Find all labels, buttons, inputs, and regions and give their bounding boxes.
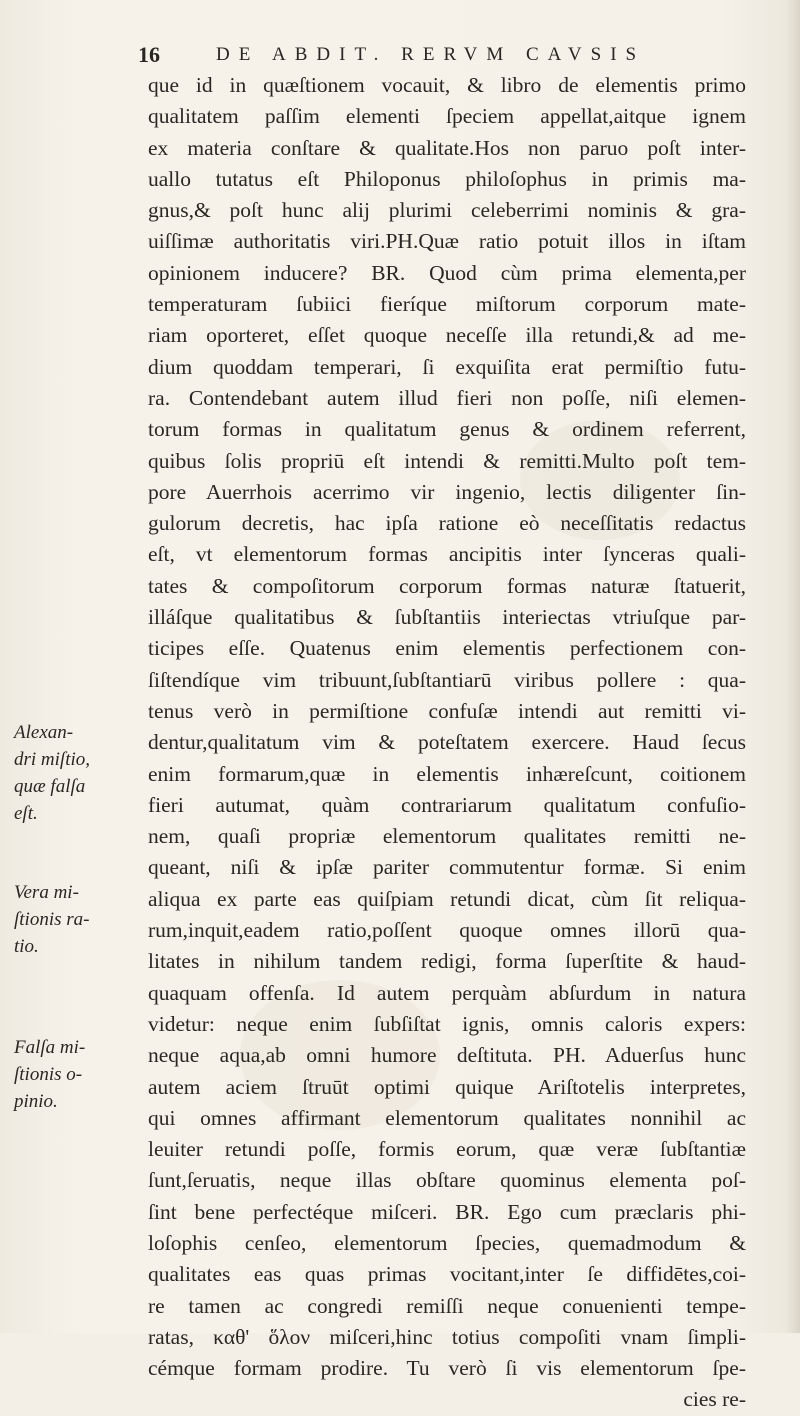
text-line: ratas, καθ' ὅλον miſceri,hinc totius compoſiti vnam ſimpli- <box>148 1324 746 1349</box>
text-line: tates & compoſitorum corporum formas naturæ ſtatuerit, <box>148 573 746 598</box>
text-line: re tamen ac congredi remiſſi neque conuenienti tempe- <box>148 1293 746 1318</box>
text-line: opinionem inducere? BR. Quod cùm prima elementa,per <box>148 260 746 285</box>
text-line: ticipes eſſe. Quatenus enim elementis perfectionem con- <box>148 636 746 661</box>
text-line: gulorum decretis, hac ipſa ratione eò neceſſitatis redactus <box>148 511 746 536</box>
page-spine-shadow <box>786 0 800 1333</box>
running-title: DE ABDIT. RERVM CAVSIS <box>216 44 646 65</box>
marginal-note-line: Falſa mi- <box>14 1037 86 1058</box>
text-line: leuiter retundi poſſe, formis eorum, quæ veræ ſubſtantiæ <box>148 1137 746 1162</box>
text-line: fieri autumat, quàm contrariarum qualitatum confuſio- <box>148 792 746 817</box>
text-line: uallo tutatus eſt Philoponus philoſophus in primis ma- <box>148 166 746 191</box>
text-line: aliqua ex parte eas quiſpiam retundi dicat, cùm ſit reliqua- <box>148 886 746 911</box>
text-line: loſophis cenſeo, elementorum ſpecies, quemadmodum & <box>148 1230 746 1255</box>
text-line: rum,inquit,eadem ratio,poſſent quoque omnes illorū qua- <box>148 918 746 943</box>
text-line: autem aciem ſtruūt optimi quique Ariſtotelis interpretes, <box>148 1074 746 1099</box>
page-number: 16 <box>138 42 160 67</box>
marginal-note-line: Vera mi- <box>14 882 79 903</box>
text-line: ſint bene perfectéque miſceri. BR. Ego cum præclaris phi- <box>148 1199 746 1224</box>
marginal-note-line: Alexan- <box>14 722 74 743</box>
text-line: riam oporteret, eſſet quoque neceſſe illa retundi,& ad me- <box>148 323 746 348</box>
marginal-note-line: ſtionis ra- <box>14 909 90 930</box>
text-line: que id in quæſtionem vocauit, & libro de elementis primo <box>148 73 746 97</box>
text-line: ra. Contendebant autem illud fieri non poſſe, niſi elemen- <box>148 385 746 410</box>
text-line: cies re- <box>683 1387 746 1412</box>
text-line: torum formas in qualitatum genus & ordinem referrent, <box>148 417 746 442</box>
marginal-note-line: pinio. <box>14 1091 58 1112</box>
marginal-note-vera-mistio <box>14 879 146 960</box>
page-header <box>138 42 738 72</box>
marginal-note-line: ſtionis o- <box>14 1064 83 1085</box>
text-line: dium quoddam temperari, ſi exquiſita erat permiſtio futu- <box>148 354 746 379</box>
text-line: qui omnes affirmant elementorum qualitates nonnihil ac <box>148 1105 746 1130</box>
text-line: tenus verò in permiſtione confuſæ intendi aut remitti vi- <box>148 698 746 723</box>
text-line: videtur: neque enim ſubſiſtat ignis, omnis caloris expers: <box>148 1011 746 1036</box>
text-line: enim formarum,quæ in elementis inhæreſcunt, coitionem <box>148 761 746 786</box>
marginal-note-line: dri miſtio, <box>14 749 91 770</box>
marginal-note-falsa-mistio <box>14 1034 146 1115</box>
text-line: ſunt,ſeruatis, neque illas obſtare quominus elementa poſ- <box>148 1168 746 1193</box>
marginal-note-line: tio. <box>14 936 39 957</box>
text-line: qualitatem paſſim elementi ſpeciem appellat,aitque ignem <box>148 104 746 129</box>
text-line: cémque formam prodire. Tu verò ſi vis elementorum ſpe- <box>148 1356 746 1381</box>
text-line: temperaturam ſubiici fieríque miſtorum corporum mate- <box>148 292 746 317</box>
text-line: dentur,qualitatum vim & poteſtatem exercere. Haud ſecus <box>148 730 746 755</box>
text-line: queant, niſi & ipſæ pariter commutentur formæ. Si enim <box>148 855 746 880</box>
marginal-note-line: quæ falſa <box>14 776 86 797</box>
text-line: uiſſimæ authoritatis viri.PH.Quæ ratio potuit illos in iſtam <box>148 229 746 254</box>
text-line: ex materia conſtare & qualitate.Hos non paruo poſt inter- <box>148 135 746 160</box>
text-line: neque aqua,ab omni humore deſtituta. PH. Aduerſus hunc <box>148 1043 746 1068</box>
marginal-note-line: eſt. <box>14 803 38 824</box>
text-line: nem, quaſi propriæ elementorum qualitates remitti ne- <box>148 824 746 849</box>
text-line: gnus,& poſt hunc alij plurimi celeberrimi nominis & gra- <box>148 198 746 223</box>
marginal-note-alexandri <box>14 719 146 827</box>
text-line: quaquam offenſa. Id autem perquàm abſurdum in natura <box>148 980 746 1005</box>
text-line: eſt, vt elementorum formas ancipitis inter ſynceras quali- <box>148 542 746 567</box>
text-line: litates in nihilum tandem redigi, forma ſuperſtite & haud- <box>148 949 746 974</box>
text-line: illáſque qualitatibus & ſubſtantiis interiectas vtriuſque par- <box>148 605 746 630</box>
text-line: qualitates eas quas primas vocitant,inter ſe diffidētes,coi- <box>148 1262 746 1287</box>
text-line: quibus ſolis propriū eſt intendi & remitti.Multo poſt tem- <box>148 448 746 473</box>
text-line: pore Auerrhois acerrimo vir ingenio, lectis diligenter ſin- <box>148 479 746 504</box>
body-text <box>148 70 746 1416</box>
text-line: ſiſtendíque vim tribuunt,ſubſtantiarū viribus pollere : qua- <box>148 667 746 692</box>
